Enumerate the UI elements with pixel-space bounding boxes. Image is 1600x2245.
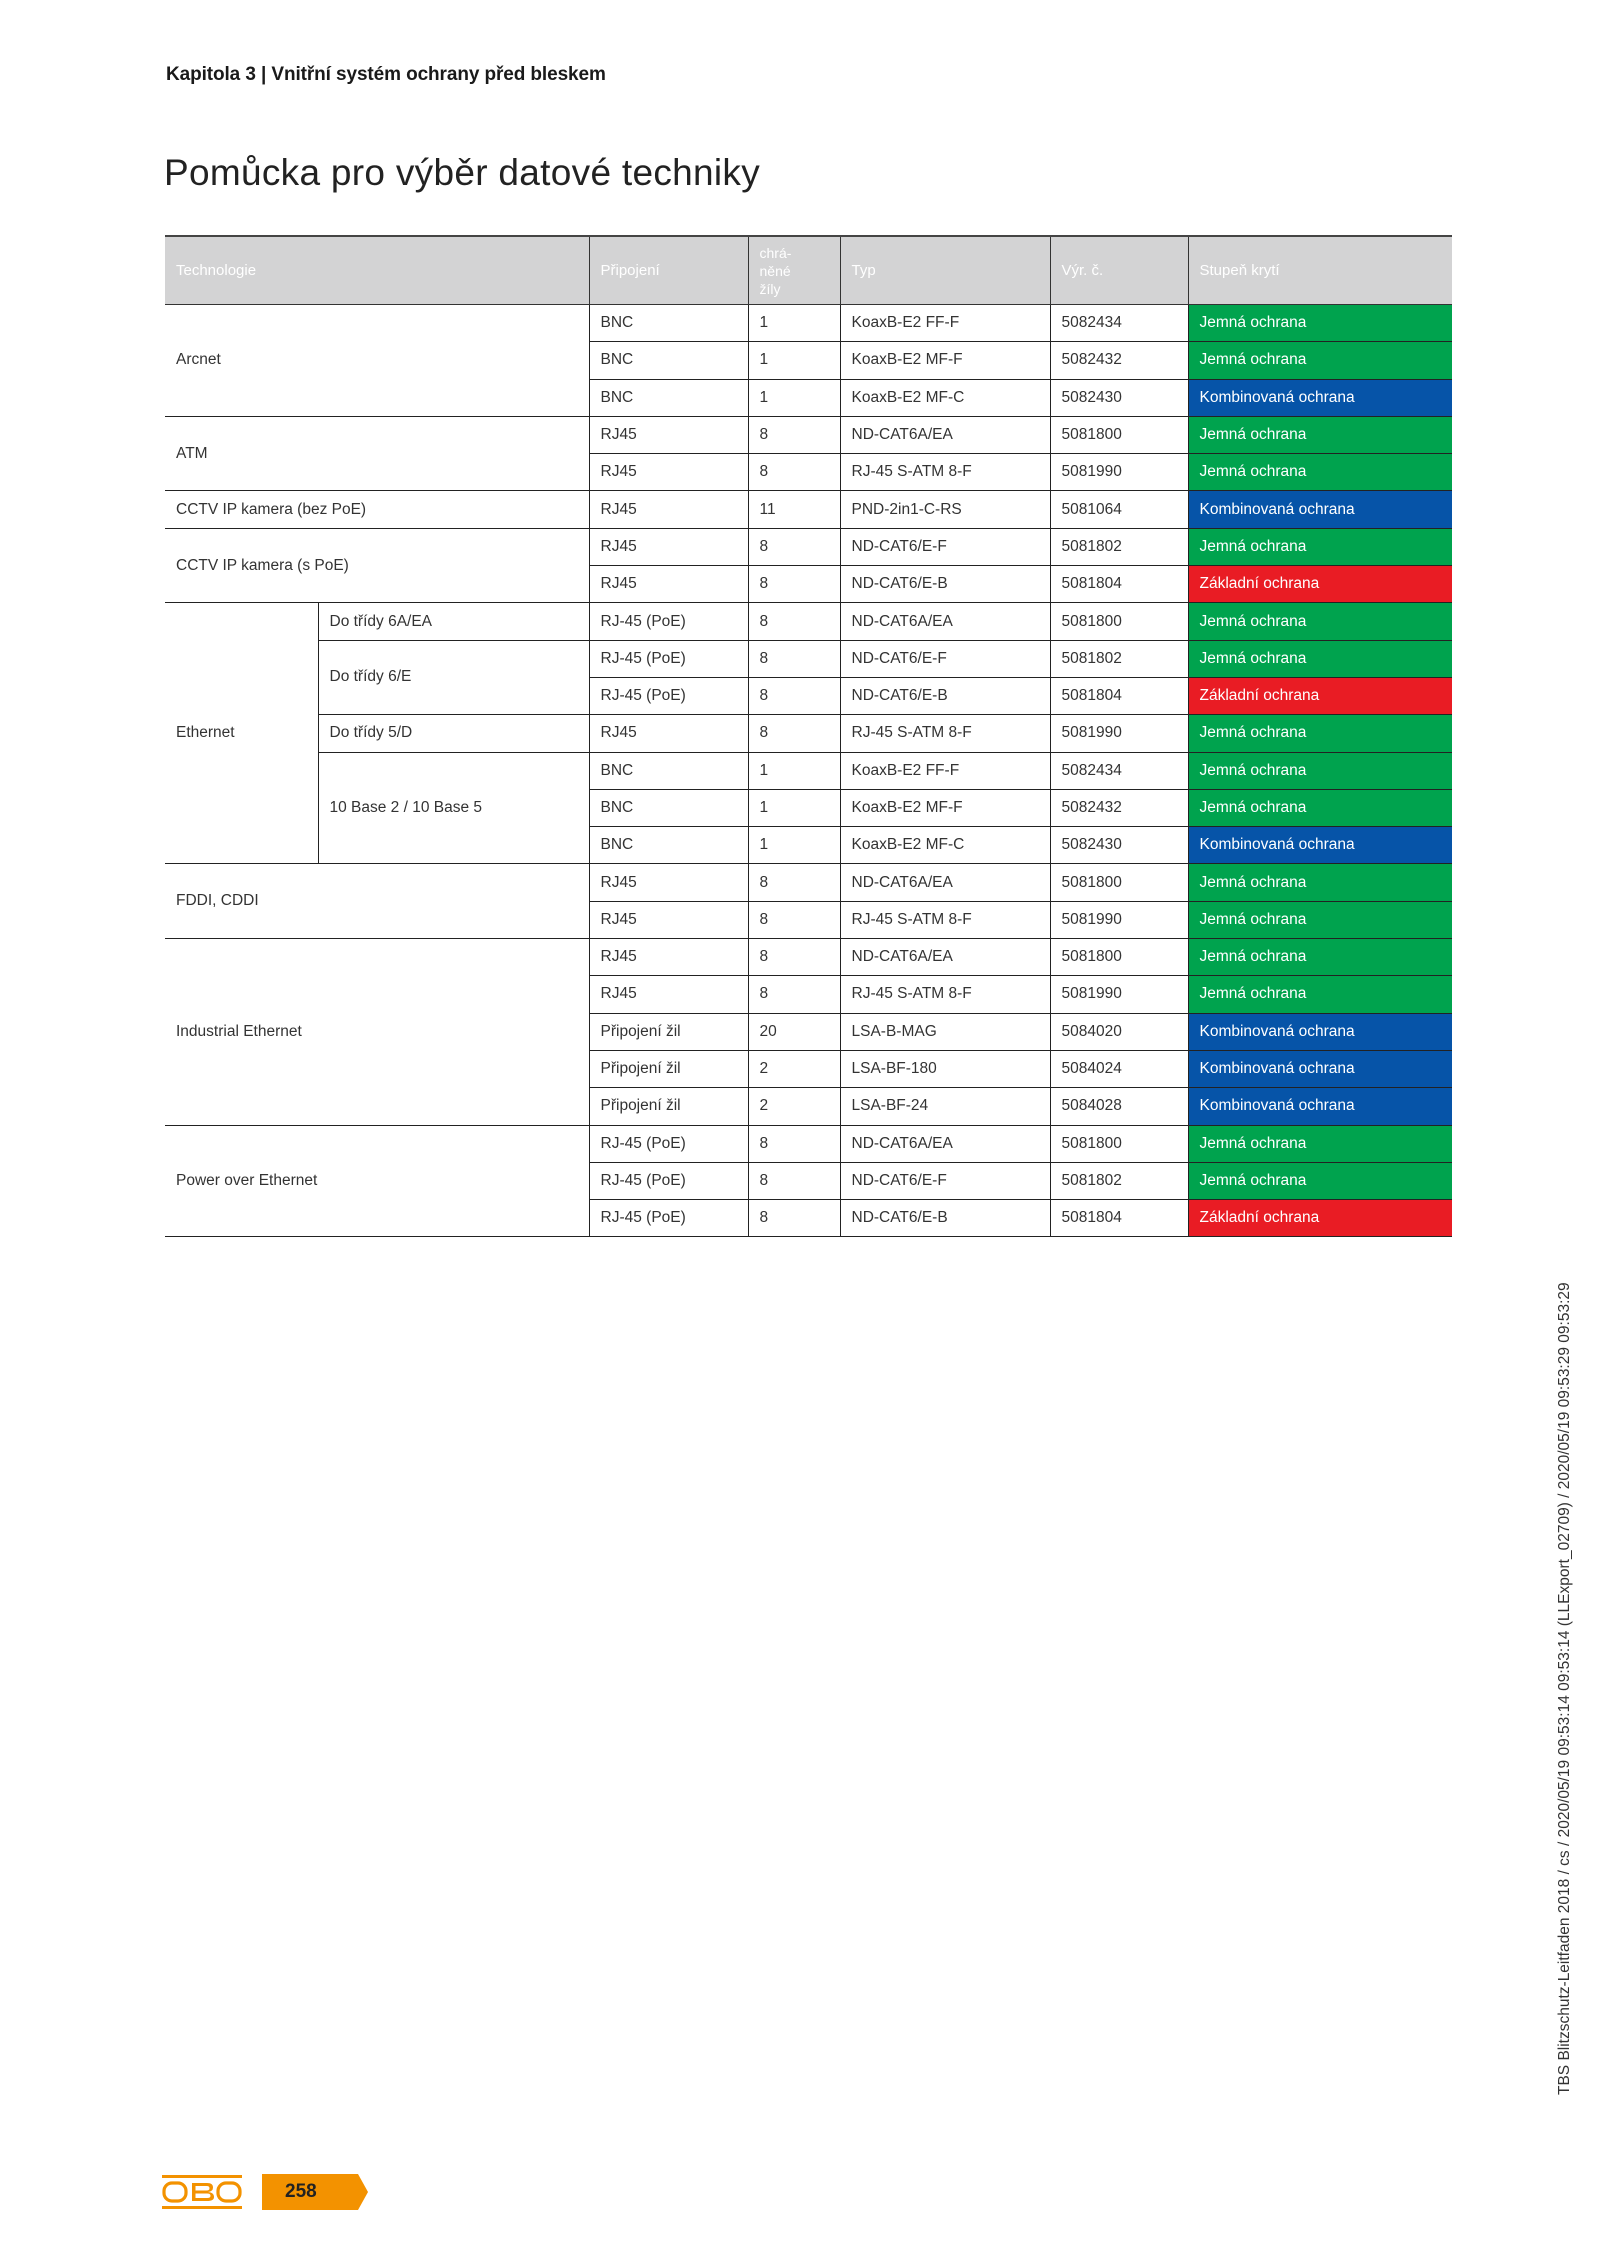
stupen-cell: Jemná ochrana [1188, 603, 1452, 640]
subgroup-cell: 10 Base 2 / 10 Base 5 [318, 752, 589, 864]
zily-cell: 20 [748, 1013, 840, 1050]
pripojeni-cell: RJ45 [589, 416, 748, 453]
vyr-cell: 5082430 [1050, 827, 1188, 864]
zily-cell: 1 [748, 305, 840, 342]
pripojeni-cell: BNC [589, 827, 748, 864]
pripojeni-cell: RJ-45 (PoE) [589, 1125, 748, 1162]
stupen-cell: Jemná ochrana [1188, 715, 1452, 752]
typ-cell: ND-CAT6A/EA [840, 864, 1050, 901]
stupen-cell: Jemná ochrana [1188, 305, 1452, 342]
typ-cell: ND-CAT6A/EA [840, 939, 1050, 976]
vyr-cell: 5081800 [1050, 939, 1188, 976]
typ-cell: RJ-45 S-ATM 8-F [840, 715, 1050, 752]
zily-cell: 8 [748, 939, 840, 976]
pripojeni-cell: BNC [589, 305, 748, 342]
vyr-cell: 5081990 [1050, 976, 1188, 1013]
zily-cell: 8 [748, 715, 840, 752]
typ-cell: KoaxB-E2 MF-F [840, 342, 1050, 379]
zily-cell: 8 [748, 1162, 840, 1199]
pripojeni-cell: Připojení žil [589, 1013, 748, 1050]
stupen-cell: Jemná ochrana [1188, 454, 1452, 491]
vyr-cell: 5081064 [1050, 491, 1188, 528]
vyr-cell: 5081800 [1050, 416, 1188, 453]
typ-cell: LSA-B-MAG [840, 1013, 1050, 1050]
zily-cell: 8 [748, 1125, 840, 1162]
stupen-cell: Kombinovaná ochrana [1188, 1088, 1452, 1125]
typ-cell: ND-CAT6/E-B [840, 1200, 1050, 1237]
header-zily-line3: žíly [759, 280, 781, 297]
zily-cell: 1 [748, 789, 840, 826]
stupen-cell: Základní ochrana [1188, 677, 1452, 714]
pripojeni-cell: BNC [589, 752, 748, 789]
typ-cell: KoaxB-E2 MF-C [840, 379, 1050, 416]
typ-cell: RJ-45 S-ATM 8-F [840, 976, 1050, 1013]
technology-cell: ATM [165, 416, 589, 491]
pripojeni-cell: RJ45 [589, 715, 748, 752]
page-number-tab [262, 2172, 368, 2212]
technology-cell: CCTV IP kamera (s PoE) [165, 528, 589, 603]
typ-cell: ND-CAT6/E-B [840, 677, 1050, 714]
subgroup-cell: Do třídy 6/E [318, 640, 589, 715]
vyr-cell: 5082432 [1050, 342, 1188, 379]
zily-cell: 8 [748, 677, 840, 714]
stupen-cell: Jemná ochrana [1188, 1162, 1452, 1199]
typ-cell: ND-CAT6/E-B [840, 566, 1050, 603]
typ-cell: KoaxB-E2 MF-F [840, 789, 1050, 826]
vyr-cell: 5081990 [1050, 454, 1188, 491]
vyr-cell: 5081800 [1050, 864, 1188, 901]
typ-cell: LSA-BF-24 [840, 1088, 1050, 1125]
typ-cell: LSA-BF-180 [840, 1050, 1050, 1087]
header-zily [748, 236, 840, 305]
zily-cell: 1 [748, 342, 840, 379]
typ-cell: PND-2in1-C-RS [840, 491, 1050, 528]
zily-cell: 8 [748, 640, 840, 677]
pripojeni-cell: RJ45 [589, 454, 748, 491]
technology-cell: Arcnet [165, 305, 589, 417]
zily-cell: 2 [748, 1050, 840, 1087]
vyr-cell: 5082432 [1050, 789, 1188, 826]
typ-cell: KoaxB-E2 FF-F [840, 752, 1050, 789]
page-title: Pomůcka pro výběr datové techniky [164, 152, 761, 193]
table-row [165, 491, 1452, 528]
header-vyr: Výr. č. [1050, 236, 1188, 305]
zily-cell: 8 [748, 1200, 840, 1237]
vyr-cell: 5084024 [1050, 1050, 1188, 1087]
pripojeni-cell: RJ45 [589, 901, 748, 938]
table-row [165, 939, 1452, 976]
header-zily-line1: chrá- [759, 244, 792, 261]
typ-cell: ND-CAT6/E-F [840, 640, 1050, 677]
stupen-cell: Jemná ochrana [1188, 789, 1452, 826]
stupen-cell: Základní ochrana [1188, 566, 1452, 603]
subgroup-cell: Do třídy 6A/EA [318, 603, 589, 640]
header-pripojeni: Připojení [589, 236, 748, 305]
page-number: 258 [285, 2181, 317, 2202]
stupen-cell: Jemná ochrana [1188, 640, 1452, 677]
table-row [165, 416, 1452, 453]
logo-letter-o1 [164, 2183, 186, 2201]
stupen-cell: Jemná ochrana [1188, 864, 1452, 901]
pripojeni-cell: RJ-45 (PoE) [589, 1200, 748, 1237]
typ-cell: ND-CAT6A/EA [840, 603, 1050, 640]
zily-cell: 8 [748, 603, 840, 640]
vyr-cell: 5081800 [1050, 1125, 1188, 1162]
vyr-cell: 5082430 [1050, 379, 1188, 416]
typ-cell: ND-CAT6/E-F [840, 1162, 1050, 1199]
vyr-cell: 5081804 [1050, 677, 1188, 714]
vyr-cell: 5081800 [1050, 603, 1188, 640]
stupen-cell: Kombinovaná ochrana [1188, 1013, 1452, 1050]
logo-bar-top [162, 2175, 242, 2178]
vyr-cell: 5081802 [1050, 528, 1188, 565]
table-row [165, 864, 1452, 901]
pripojeni-cell: RJ-45 (PoE) [589, 1162, 748, 1199]
stupen-cell: Kombinovaná ochrana [1188, 827, 1452, 864]
vyr-cell: 5081802 [1050, 1162, 1188, 1199]
chapter-heading: Kapitola 3 | Vnitřní systém ochrany před bleskem [166, 64, 606, 85]
vyr-cell: 5084028 [1050, 1088, 1188, 1125]
typ-cell: RJ-45 S-ATM 8-F [840, 454, 1050, 491]
table-row [165, 715, 1452, 752]
vyr-cell: 5081990 [1050, 715, 1188, 752]
technology-cell: Industrial Ethernet [165, 939, 589, 1125]
pripojeni-cell: BNC [589, 342, 748, 379]
technology-cell: Power over Ethernet [165, 1125, 589, 1237]
vyr-cell: 5081804 [1050, 1200, 1188, 1237]
stupen-cell: Kombinovaná ochrana [1188, 1050, 1452, 1087]
table-row [165, 603, 1452, 640]
pripojeni-cell: RJ45 [589, 939, 748, 976]
logo-letter-o2 [218, 2183, 240, 2201]
vyr-cell: 5081990 [1050, 901, 1188, 938]
zily-cell: 11 [748, 491, 840, 528]
stupen-cell: Jemná ochrana [1188, 752, 1452, 789]
typ-cell: ND-CAT6A/EA [840, 416, 1050, 453]
vyr-cell: 5084020 [1050, 1013, 1188, 1050]
stupen-cell: Základní ochrana [1188, 1200, 1452, 1237]
typ-cell: ND-CAT6/E-F [840, 528, 1050, 565]
side-print-info: TBS Blitzschutz-Leitfaden 2018 / cs / 2020/05/19 09:53:14 09:53:14 (LLExport_02709) / 2020/05/19 09:53:29 09:53:29 [1556, 1282, 1573, 2095]
table-row [165, 528, 1452, 565]
table-row [165, 305, 1452, 342]
typ-cell: KoaxB-E2 MF-C [840, 827, 1050, 864]
stupen-cell: Jemná ochrana [1188, 901, 1452, 938]
vyr-cell: 5082434 [1050, 752, 1188, 789]
pripojeni-cell: RJ45 [589, 864, 748, 901]
logo-bar-bottom [162, 2206, 242, 2209]
selection-table [165, 235, 1452, 1237]
zily-cell: 1 [748, 752, 840, 789]
typ-cell: KoaxB-E2 FF-F [840, 305, 1050, 342]
stupen-cell: Jemná ochrana [1188, 976, 1452, 1013]
zily-cell: 8 [748, 454, 840, 491]
stupen-cell: Jemná ochrana [1188, 528, 1452, 565]
pripojeni-cell: RJ-45 (PoE) [589, 603, 748, 640]
pripojeni-cell: Připojení žil [589, 1050, 748, 1087]
vyr-cell: 5082434 [1050, 305, 1188, 342]
zily-cell: 1 [748, 379, 840, 416]
table-row [165, 640, 1452, 677]
pripojeni-cell: RJ-45 (PoE) [589, 677, 748, 714]
table-header-row [165, 236, 1452, 305]
zily-cell: 8 [748, 976, 840, 1013]
logo-letter-b [192, 2183, 214, 2201]
header-technologie: Technologie [165, 236, 589, 305]
header-zily-line2: něné [759, 262, 791, 279]
stupen-cell: Jemná ochrana [1188, 1125, 1452, 1162]
pripojeni-cell: RJ45 [589, 976, 748, 1013]
vyr-cell: 5081802 [1050, 640, 1188, 677]
technology-cell: FDDI, CDDI [165, 864, 589, 939]
typ-cell: RJ-45 S-ATM 8-F [840, 901, 1050, 938]
stupen-cell: Jemná ochrana [1188, 939, 1452, 976]
pripojeni-cell: Připojení žil [589, 1088, 748, 1125]
zily-cell: 8 [748, 528, 840, 565]
technology-cell: Ethernet [165, 603, 318, 864]
header-stupen: Stupeň krytí [1188, 236, 1452, 305]
vyr-cell: 5081804 [1050, 566, 1188, 603]
stupen-cell: Jemná ochrana [1188, 342, 1452, 379]
pripojeni-cell: BNC [589, 789, 748, 826]
stupen-cell: Kombinovaná ochrana [1188, 379, 1452, 416]
zily-cell: 2 [748, 1088, 840, 1125]
pripojeni-cell: RJ-45 (PoE) [589, 640, 748, 677]
technology-cell: CCTV IP kamera (bez PoE) [165, 491, 589, 528]
pripojeni-cell: BNC [589, 379, 748, 416]
table-row [165, 1125, 1452, 1162]
pripojeni-cell: RJ45 [589, 566, 748, 603]
header-typ: Typ [840, 236, 1050, 305]
pripojeni-cell: RJ45 [589, 491, 748, 528]
subgroup-cell: Do třídy 5/D [318, 715, 589, 752]
zily-cell: 8 [748, 416, 840, 453]
zily-cell: 8 [748, 901, 840, 938]
typ-cell: ND-CAT6A/EA [840, 1125, 1050, 1162]
table-row [165, 752, 1452, 789]
stupen-cell: Jemná ochrana [1188, 416, 1452, 453]
stupen-cell: Kombinovaná ochrana [1188, 491, 1452, 528]
zily-cell: 8 [748, 566, 840, 603]
obo-logo [162, 2172, 242, 2212]
pripojeni-cell: RJ45 [589, 528, 748, 565]
zily-cell: 1 [748, 827, 840, 864]
zily-cell: 8 [748, 864, 840, 901]
